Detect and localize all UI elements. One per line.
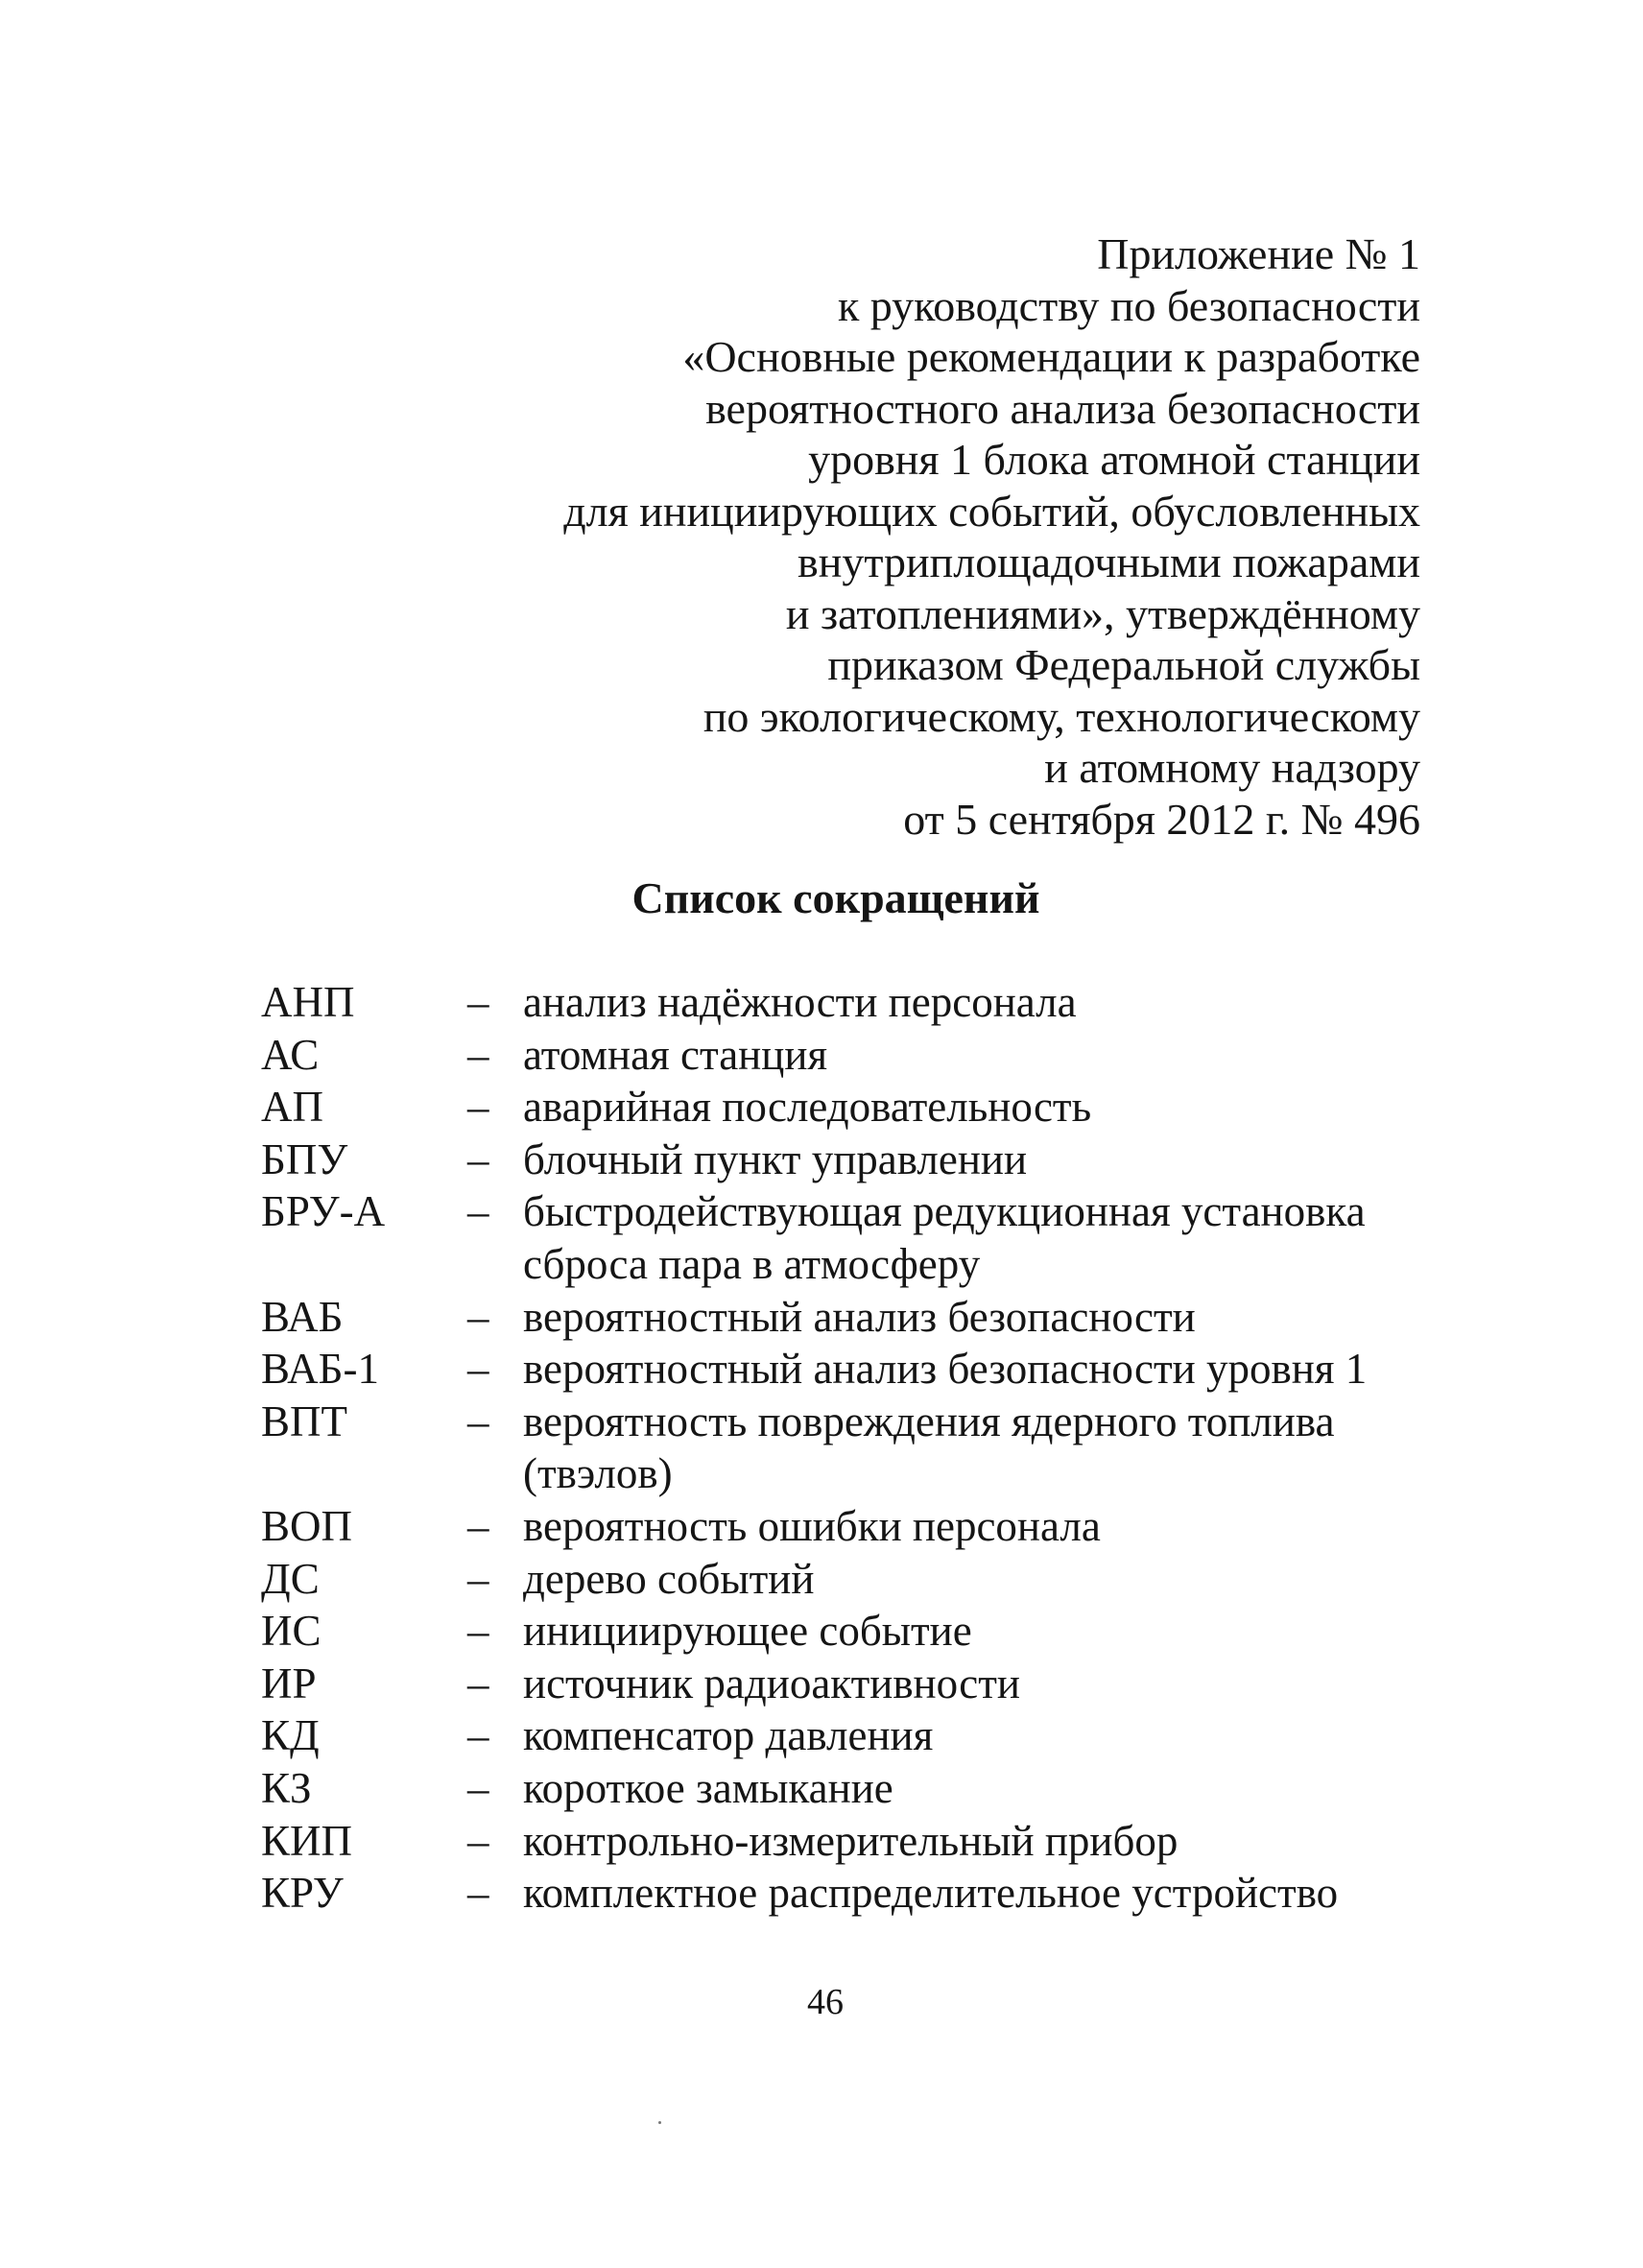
abbreviation-definition: контрольно-измерительный прибор xyxy=(523,1816,1179,1865)
abbreviation-row xyxy=(261,1081,1441,1134)
abbreviation-definition: инициирующее событие xyxy=(523,1607,972,1656)
abbreviation-dash: – xyxy=(467,1816,489,1865)
abbreviation-term: АП xyxy=(261,1083,323,1132)
appendix-line: вероятностного анализа безопасности xyxy=(705,383,1420,433)
abbreviation-definition: аварийная последовательность xyxy=(523,1083,1092,1132)
abbreviation-row xyxy=(261,1553,1441,1606)
appendix-line: по экологическому, технологическому xyxy=(702,691,1420,741)
abbreviation-row xyxy=(261,1709,1441,1762)
appendix-line: Приложение № 1 xyxy=(1097,229,1420,278)
abbreviation-term: БПУ xyxy=(261,1134,348,1183)
abbreviation-definition: вероятностный анализ безопасности xyxy=(523,1292,1196,1341)
abbreviation-term: БРУ-А xyxy=(261,1187,386,1236)
abbreviation-term: ДС xyxy=(261,1554,320,1603)
abbreviation-row xyxy=(261,1185,1441,1290)
abbreviation-dash: – xyxy=(467,1659,489,1707)
abbreviation-term: АС xyxy=(261,1030,320,1079)
abbreviation-term: ВАБ-1 xyxy=(261,1345,380,1394)
appendix-line: к руководству по безопасности xyxy=(837,280,1420,330)
abbreviation-definition: комплектное распределительное устройство xyxy=(523,1869,1339,1918)
appendix-line: приказом Федеральной службы xyxy=(827,640,1420,689)
abbreviation-definition: источник радиоактивности xyxy=(523,1659,1020,1707)
abbreviation-definition: анализ надёжности персонала xyxy=(523,978,1077,1026)
appendix-line: «Основные рекомендации к разработке xyxy=(682,332,1420,381)
abbreviation-dash: – xyxy=(467,1187,489,1236)
abbreviation-term: ВПТ xyxy=(261,1397,347,1445)
abbreviation-definition: быстродействующая редукционная установка сброса пара в атмосферу xyxy=(523,1187,1366,1288)
abbreviation-row xyxy=(261,1396,1441,1500)
abbreviation-dash: – xyxy=(467,1134,489,1183)
abbreviation-definition: дерево событий xyxy=(523,1554,815,1603)
abbreviation-definition: компенсатор давления xyxy=(523,1711,934,1760)
abbreviation-dash: – xyxy=(467,1292,489,1341)
abbreviation-definition: атомная станция xyxy=(523,1030,828,1079)
abbreviation-dash: – xyxy=(467,1030,489,1079)
abbreviation-dash: – xyxy=(467,1711,489,1760)
abbreviation-dash: – xyxy=(467,1554,489,1603)
abbreviation-term: КРУ xyxy=(261,1869,344,1918)
abbreviation-row xyxy=(261,1500,1441,1553)
abbreviation-row xyxy=(261,1605,1441,1658)
appendix-line: от 5 сентября 2012 г. № 496 xyxy=(903,794,1420,844)
abbreviation-term: КИП xyxy=(261,1816,353,1865)
abbreviation-definition: вероятностный анализ безопасности уровня 1 xyxy=(523,1345,1368,1394)
abbreviation-row xyxy=(261,1134,1441,1186)
abbreviation-definition: блочный пункт управлении xyxy=(523,1134,1028,1183)
page-number: 46 xyxy=(807,1982,844,2022)
abbreviation-row xyxy=(261,1815,1441,1868)
appendix-line: внутриплощадочными пожарами xyxy=(798,537,1420,586)
abbreviation-definition: короткое замыкание xyxy=(523,1763,893,1812)
abbreviation-dash: – xyxy=(467,1607,489,1656)
abbreviation-dash: – xyxy=(467,1083,489,1132)
abbreviation-term: ИС xyxy=(261,1607,321,1656)
abbreviation-row xyxy=(261,1291,1441,1344)
abbreviation-term: КД xyxy=(261,1711,320,1760)
abbreviation-term: ВАБ xyxy=(261,1292,344,1341)
appendix-line: и затоплениями», утверждённому xyxy=(785,588,1420,638)
abbreviation-term: ИР xyxy=(261,1659,317,1707)
abbreviation-dash: – xyxy=(467,1763,489,1812)
abbreviation-dash: – xyxy=(467,1501,489,1550)
abbreviation-definition: вероятность ошибки персонала xyxy=(523,1501,1101,1550)
abbreviation-term: АНП xyxy=(261,978,355,1026)
appendix-header xyxy=(365,228,1420,845)
abbreviation-term: ВОП xyxy=(261,1501,353,1550)
abbreviation-row xyxy=(261,976,1441,1029)
appendix-line: для инициирующих событий, обусловленных xyxy=(563,486,1420,536)
abbreviation-dash: – xyxy=(467,978,489,1026)
abbreviation-dash: – xyxy=(467,1345,489,1394)
abbreviation-row xyxy=(261,1762,1441,1815)
appendix-line: уровня 1 блока атомной станции xyxy=(808,435,1420,484)
abbreviation-list xyxy=(261,976,1441,1920)
abbreviation-definition: вероятность повреждения ядерного топлива (твэлов) xyxy=(523,1397,1335,1498)
abbreviation-term: КЗ xyxy=(261,1763,312,1812)
scan-speck xyxy=(658,2121,661,2124)
abbreviation-row xyxy=(261,1029,1441,1082)
section-title xyxy=(0,871,1643,925)
abbreviation-row xyxy=(261,1867,1441,1920)
abbreviation-row xyxy=(261,1343,1441,1396)
abbreviation-row xyxy=(261,1658,1441,1710)
appendix-line: и атомному надзору xyxy=(1044,743,1420,792)
abbreviation-dash: – xyxy=(467,1397,489,1445)
abbreviation-dash: – xyxy=(467,1869,489,1918)
section-title-text: Список сокращений xyxy=(631,873,1040,922)
